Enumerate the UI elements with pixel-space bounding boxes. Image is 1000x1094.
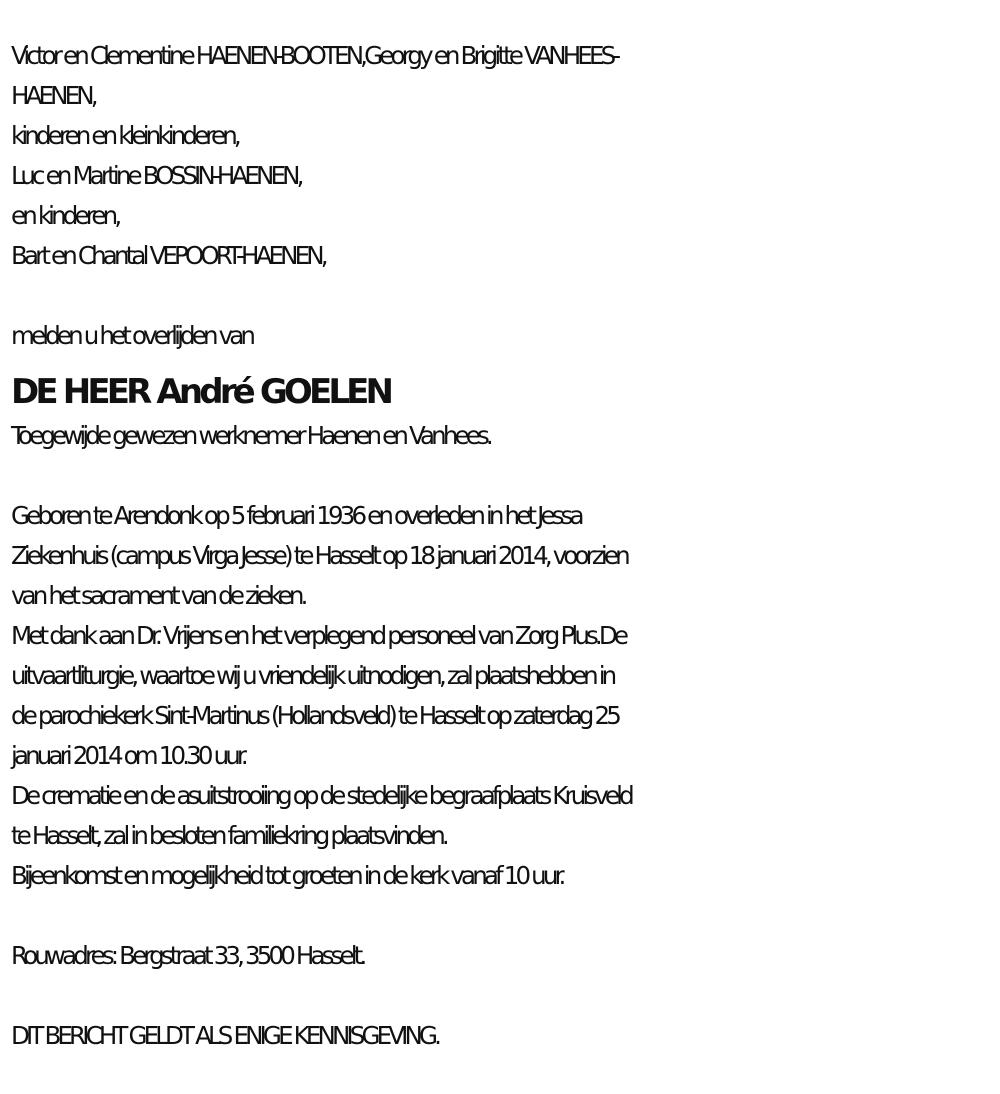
details-line: januari 2014 om 10.30 uur.	[11, 741, 245, 770]
details-line: De crematie en de asuitstrooiing op de stedelijke begraafplaats Kruisveld	[11, 781, 631, 810]
family-line: Luc en Martine BOSSIN-HAENEN,	[11, 161, 301, 190]
details-line: de parochiekerk Sint-Martinus (Hollandsveld) te Hasselt op zaterdag 25	[11, 701, 618, 730]
spacer	[11, 456, 996, 496]
details-line: Ziekenhuis (campus Virga Jesse) te Hasselt op 18 januari 2014, voorzien	[11, 541, 627, 570]
spacer	[11, 276, 996, 316]
details-line: Met dank aan Dr. Vrijens en het verplegend personeel van Zorg Plus.De	[11, 621, 626, 650]
family-line: Victor en Clementine HAENEN-BOOTEN,Georgy en Brigitte VANHEES-	[11, 41, 618, 70]
family-line: HAENEN,	[11, 81, 95, 110]
closing-statement: DIT BERICHT GELDT ALS ENIGE KENNISGEVING.	[11, 1021, 439, 1050]
death-notice	[11, 36, 996, 1056]
deceased-subtitle: Toegewijde gewezen werknemer Haenen en Vanhees.	[11, 421, 490, 450]
family-line: kinderen en kleinkinderen,	[11, 121, 238, 150]
details-line: uitvaartliturgie, waartoe wij u vriendelijk uitnodigen, zal plaatshebben in	[11, 661, 614, 690]
family-line: Bart en Chantal VEPOORT-HAENEN,	[11, 241, 325, 270]
family-line: en kinderen,	[11, 201, 119, 230]
details-line: Geboren te Arendonk op 5 februari 1936 en overleden in het Jessa	[11, 501, 581, 530]
family-block	[11, 36, 996, 276]
details-line: te Hasselt, zal in besloten familiekring plaatsvinden.	[11, 821, 446, 850]
spacer	[11, 976, 996, 1016]
details-block	[11, 496, 996, 896]
details-line: van het sacrament van de zieken.	[11, 581, 305, 610]
deceased-name: DE HEER André GOELEN	[11, 372, 391, 412]
mourning-address: Rouwadres: Bergstraat 33, 3500 Hasselt.	[11, 941, 364, 970]
spacer	[11, 896, 996, 936]
details-line: Bijeenkomst en mogelijkheid tot groeten in de kerk vanaf 10 uur.	[11, 861, 563, 890]
announcement-text: melden u het overlijden van	[11, 321, 253, 350]
